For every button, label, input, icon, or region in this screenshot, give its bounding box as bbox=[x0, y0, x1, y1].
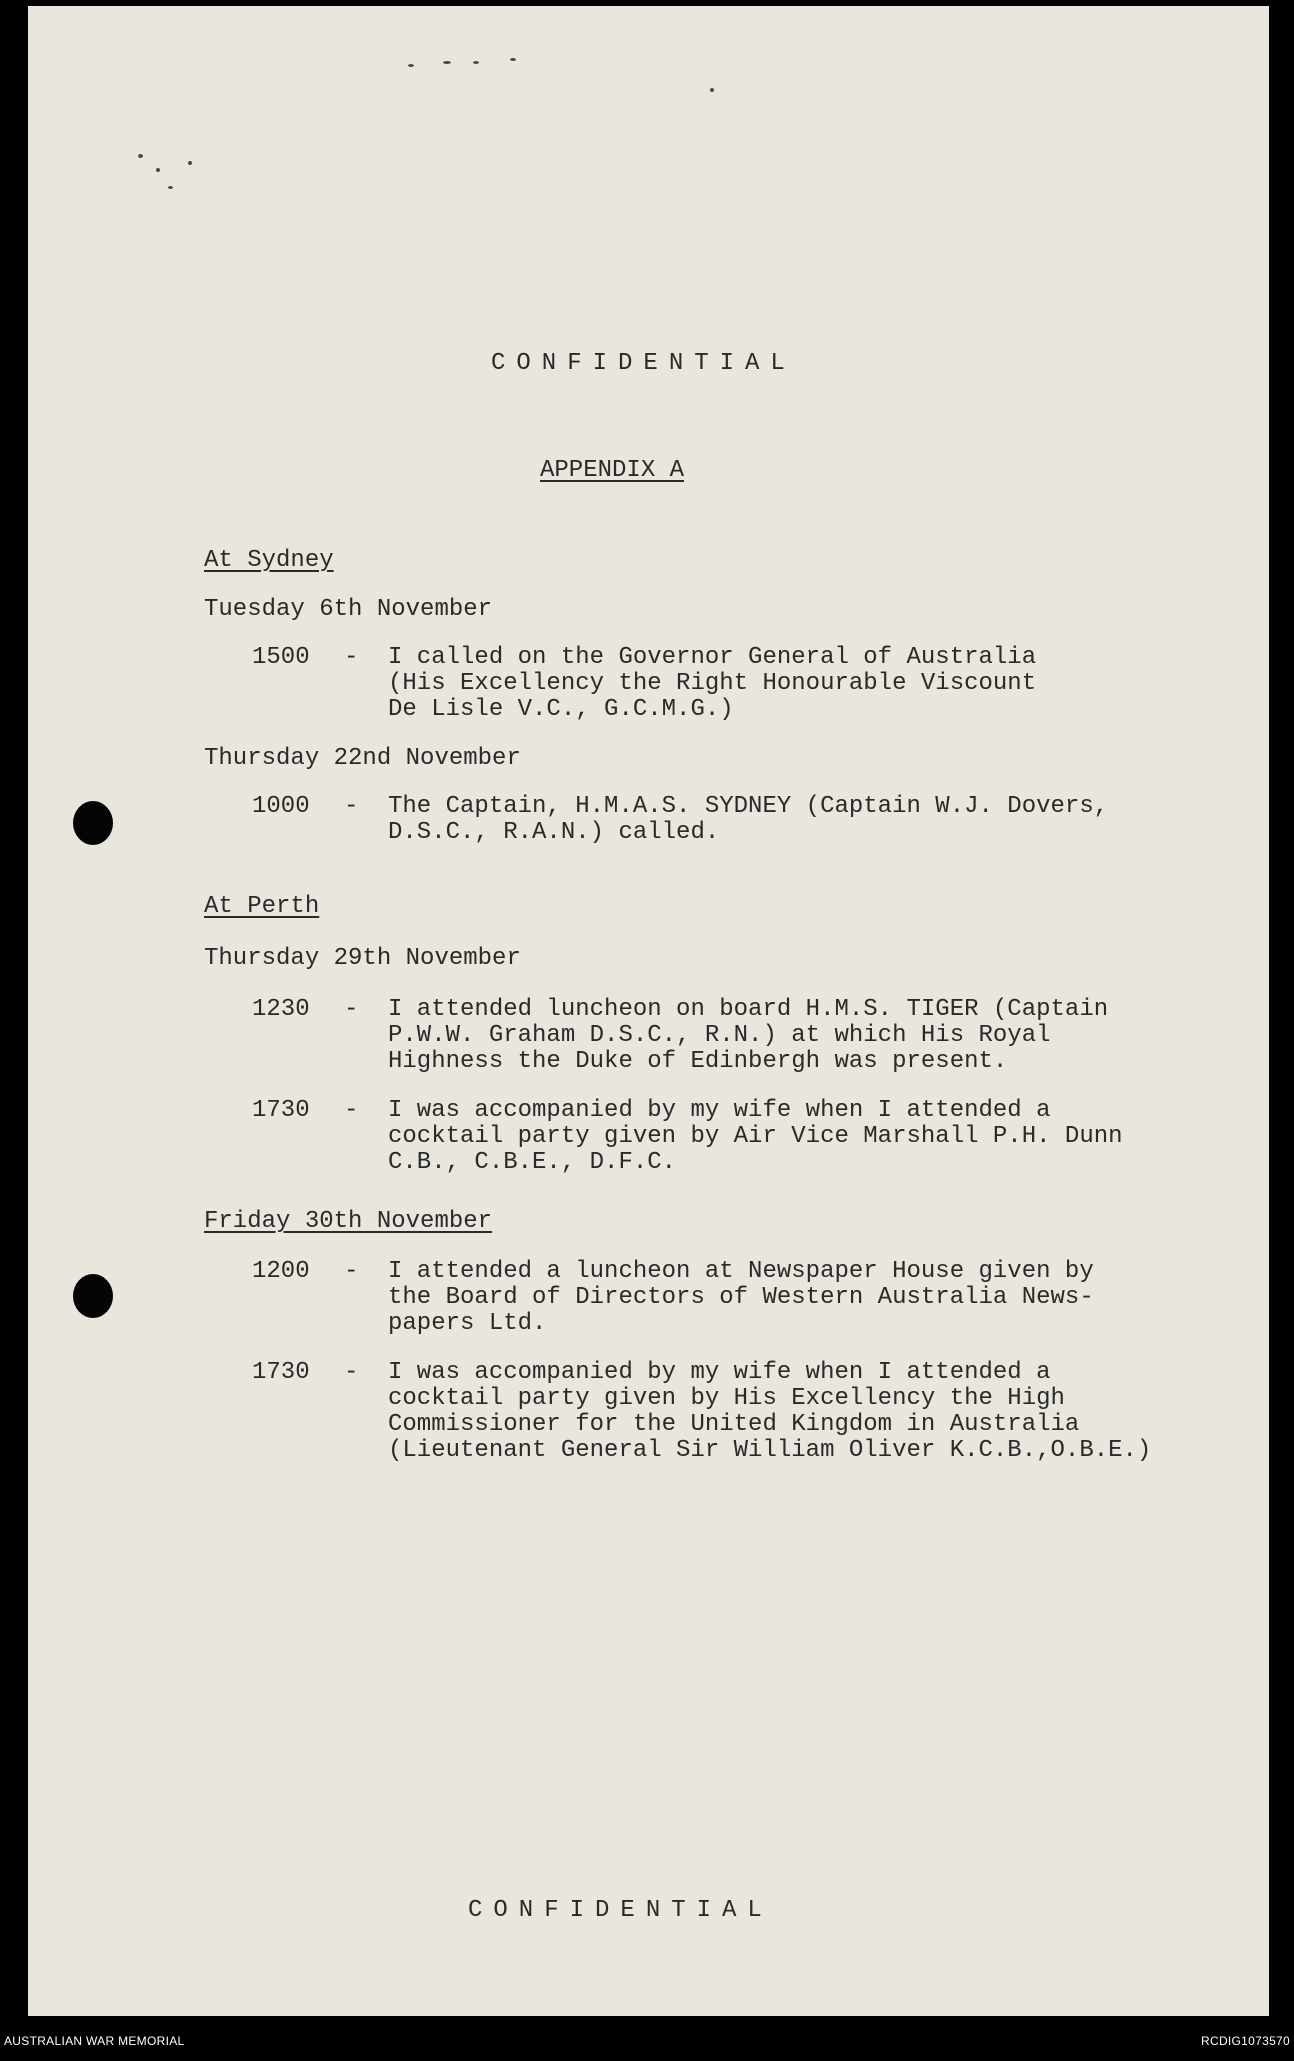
entry-line: The Captain, H.M.A.S. SYDNEY (Captain W.J. Dovers, bbox=[388, 793, 1109, 820]
entry-line: De Lisle V.C., G.C.M.G.) bbox=[388, 696, 734, 723]
entry-line: (His Excellency the Right Honourable Viscount bbox=[388, 670, 1037, 697]
entry-line: Commissioner for the United Kingdom in Australia bbox=[388, 1411, 1080, 1438]
day-heading: Tuesday 6th November bbox=[204, 596, 493, 623]
entry-time: 1500 bbox=[252, 644, 310, 671]
entry-line: I attended a luncheon at Newspaper House given by bbox=[388, 1258, 1094, 1285]
section-heading: At Perth bbox=[204, 893, 320, 920]
entry-line: the Board of Directors of Western Australia News- bbox=[388, 1284, 1094, 1311]
paper-mark bbox=[168, 186, 173, 189]
day-heading: Thursday 29th November bbox=[204, 945, 521, 972]
entry-line: I was accompanied by my wife when I attended a bbox=[388, 1359, 1051, 1386]
archive-credit: AUSTRALIAN WAR MEMORIAL bbox=[4, 2034, 185, 2048]
classification-footer: CONFIDENTIAL bbox=[468, 1897, 773, 1924]
entry-line: C.B., C.B.E., D.F.C. bbox=[388, 1149, 677, 1176]
entry-line: (Lieutenant General Sir William Oliver K.C.B.,O.B.E.) bbox=[388, 1437, 1152, 1464]
paper-mark bbox=[710, 88, 714, 92]
entry-dash: - bbox=[344, 644, 359, 671]
paper-mark bbox=[473, 61, 479, 64]
entry-line: P.W.W. Graham D.S.C., R.N.) at which His Royal bbox=[388, 1022, 1051, 1049]
day-heading: Thursday 22nd November bbox=[204, 745, 521, 772]
entry-dash: - bbox=[344, 1097, 359, 1124]
entry-line: papers Ltd. bbox=[388, 1310, 547, 1337]
paper-mark bbox=[138, 154, 143, 158]
entry-dash: - bbox=[344, 1258, 359, 1285]
paper-mark bbox=[188, 161, 192, 165]
entry-line: I attended luncheon on board H.M.S. TIGER (Captain bbox=[388, 996, 1109, 1023]
appendix-title: APPENDIX A bbox=[540, 457, 685, 484]
section-heading: At Sydney bbox=[204, 547, 334, 574]
entry-dash: - bbox=[344, 996, 359, 1023]
entry-dash: - bbox=[344, 1359, 359, 1386]
paper-mark bbox=[156, 168, 160, 172]
entry-time: 1200 bbox=[252, 1258, 310, 1285]
entry-dash: - bbox=[344, 793, 359, 820]
entry-line: I was accompanied by my wife when I attended a bbox=[388, 1097, 1051, 1124]
day-heading: Friday 30th November bbox=[204, 1208, 493, 1235]
entry-time: 1730 bbox=[252, 1359, 310, 1386]
entry-line: I called on the Governor General of Australia bbox=[388, 644, 1037, 671]
classification-header: CONFIDENTIAL bbox=[491, 350, 796, 377]
entry-line: Highness the Duke of Edinbergh was present. bbox=[388, 1048, 1008, 1075]
entry-time: 1000 bbox=[252, 793, 310, 820]
entry-time: 1230 bbox=[252, 996, 310, 1023]
entry-line: D.S.C., R.A.N.) called. bbox=[388, 819, 720, 846]
paper-mark bbox=[510, 58, 516, 61]
entry-line: cocktail party given by His Excellency the High bbox=[388, 1385, 1065, 1412]
entry-line: cocktail party given by Air Vice Marshall P.H. Dunn bbox=[388, 1123, 1123, 1150]
paper-mark bbox=[443, 61, 451, 64]
punch-hole bbox=[73, 801, 113, 845]
punch-hole bbox=[73, 1274, 113, 1318]
archive-item-id: RCDIG1073570 bbox=[1201, 2034, 1290, 2048]
document-page bbox=[28, 6, 1269, 2016]
paper-mark bbox=[408, 64, 414, 67]
entry-time: 1730 bbox=[252, 1097, 310, 1124]
